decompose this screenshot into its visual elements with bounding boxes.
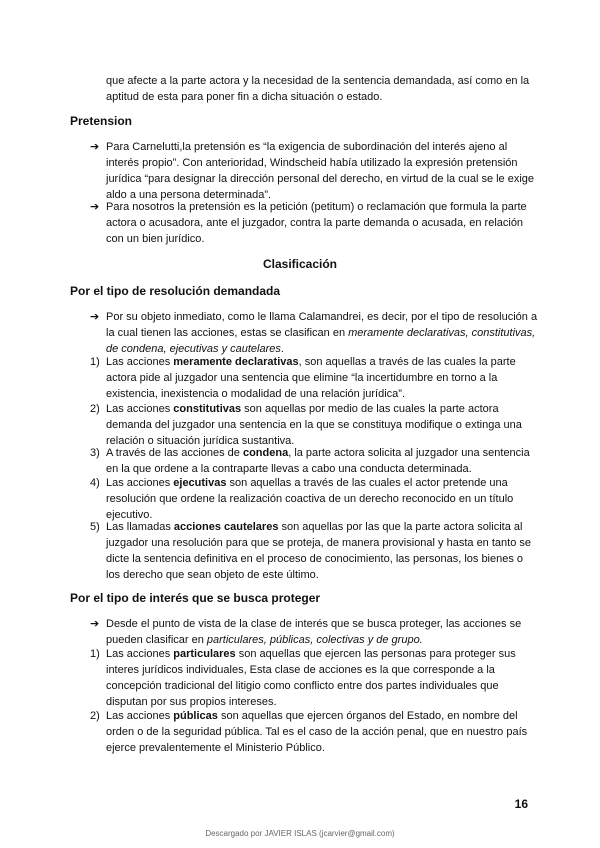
item-text: Las acciones meramente declarativas, son aquellas a través de las cuales la parte actora pide al juzgador una sentencia que elimine “la incertidumbre en torno a la existencia, inexistencia o modalidad de una relación jurídica”.	[106, 356, 516, 400]
heading-tipo-interes: Por el tipo de interés que se busca proteger	[70, 591, 321, 605]
item-number: 1)	[90, 648, 100, 660]
heading-clasificacion: Clasificación	[262, 257, 338, 271]
arrow-icon: ➔	[90, 201, 100, 213]
pretension-bullet-1	[90, 139, 538, 203]
intro-italic: meramente declarativas, constitutivas, de condena, ejecutivas y cautelares	[106, 327, 536, 355]
list-item	[90, 519, 538, 583]
download-footer: Descargado por JAVIER ISLAS (jcarvier@gmail.com)	[205, 829, 395, 838]
item-number: 3)	[90, 447, 100, 459]
item-text: A través de las acciones de condena, la parte actora solicita al juzgador una sentencia en la que ordene a la contraparte llevas a cabo una conducta determinada.	[106, 447, 530, 475]
item-number: 5)	[90, 521, 100, 533]
continuation-paragraph: que afecte a la parte actora y la necesidad de la sentencia demandada, así como en la aptitud de esta para poner fin a dicha situación o estado.	[106, 75, 530, 103]
arrow-icon: ➔	[90, 311, 100, 323]
item-number: 2)	[90, 710, 100, 722]
heading-pretension: Pretension	[70, 114, 133, 128]
pretension-bullet-text: Para nosotros la pretensión es la petición (petitum) o reclamación que formula la parte actora o acusadora, ante el juzgador, contra la parte demanda o acusada, en relación con un bien jurídico.	[106, 201, 527, 245]
pretension-bullet-2	[90, 199, 538, 247]
item-number: 4)	[90, 477, 100, 489]
arrow-icon: ➔	[90, 618, 100, 630]
item-text: Las llamadas acciones cautelares son aquellas por las que la parte actora solicita al juzgador una resolución para que se proteja, de manera provisional y hasta en tanto se dicte la sentencia definitiva en el proceso de conocimiento, las personas, los bienes o los derecho que sean objeto de este último.	[106, 521, 531, 581]
item-text: Las acciones particulares son aquellas que ejercen las personas para proteger sus interes jurídicos individuales, Esta clase de acciones es la que corresponde a la concepción tradicional del litigio como conflicto entre dos partes individuales que disputan por sus propios intereses.	[106, 648, 516, 708]
tipo-interes-intro-text: Desde el punto de vista de la clase de interés que se busca proteger, las acciones se pueden clasificar en particulares, públicas, colectivas y de grupo.	[106, 618, 522, 646]
tipo-resolucion-intro-text	[106, 309, 538, 357]
item-number: 2)	[90, 403, 100, 415]
list-item	[90, 401, 538, 449]
item-text: Las acciones constitutivas son aquellas por medio de las cuales la parte actora demanda del juzgador una sentencia en la que se constituya modifique o extinga una relación o situación jurídica sustantiva.	[106, 403, 522, 447]
arrow-icon: ➔	[90, 141, 100, 153]
list-item	[90, 708, 538, 756]
page-number: 16	[514, 797, 528, 811]
item-text: Las acciones públicas son aquellas que ejercen órganos del Estado, en nombre del orden o de la seguridad pública. Tal es el caso de la acción penal, que en nuestro país ejerce prevalentemente el Ministerio Público.	[106, 710, 528, 754]
list-item	[90, 475, 538, 523]
pretension-bullet-text: Para Carnelutti,la pretensión es “la exigencia de subordinación del interés ajeno al interés propio”. Con anterioridad, Windscheid había utilizado la expresión pretensión jurídica “para designar la dirección personal del derecho, en virtud de la cual se le exige aldo a una persona determinada”.	[106, 141, 535, 201]
list-item	[90, 646, 538, 710]
intro-end: .	[280, 343, 284, 355]
intro-text: Por su objeto inmediato, como le llama Calamandrei, es decir, por el tipo de resolución a la cual tienen las acciones, estas se clasifican en	[106, 311, 538, 339]
item-text: Las acciones ejecutivas son aquellas a través de las cuales el actor pretende una resolución que ordene la realización coactiva de un derecho reconocido en un título ejecutivo.	[106, 477, 514, 521]
list-item	[90, 354, 538, 402]
tipo-resolucion-intro	[90, 309, 538, 357]
list-item	[90, 445, 538, 477]
heading-tipo-resolucion: Por el tipo de resolución demandada	[70, 284, 281, 298]
item-number: 1)	[90, 356, 100, 368]
tipo-interes-intro	[90, 616, 538, 648]
